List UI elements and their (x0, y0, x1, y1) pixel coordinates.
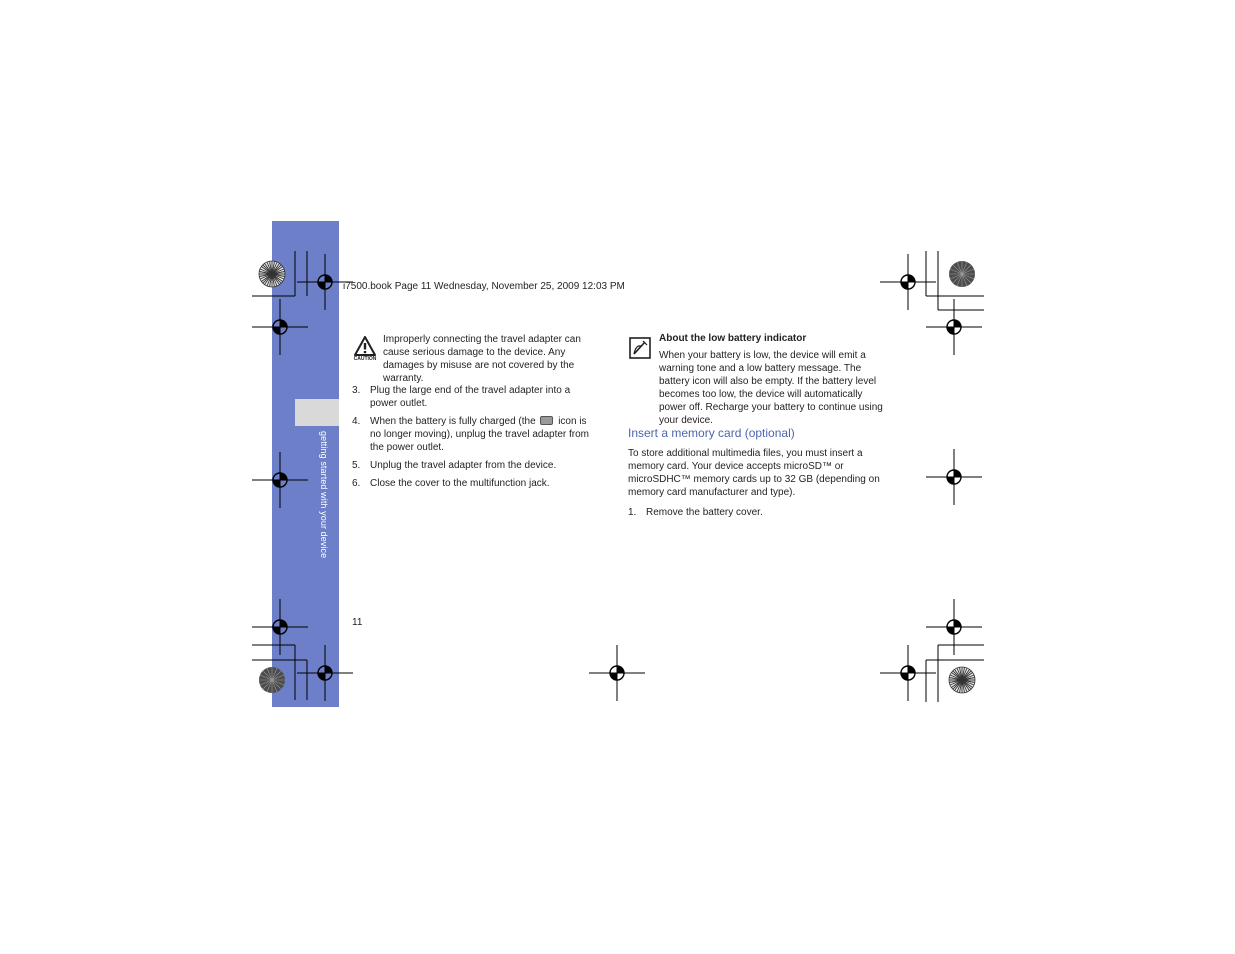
note-title: About the low battery indicator (659, 333, 807, 344)
list-item (628, 506, 878, 519)
step-number: 3. (352, 385, 361, 396)
step-text: When the battery is fully charged (the (370, 416, 539, 427)
section-heading: Insert a memory card (optional) (628, 426, 795, 440)
caution-text: Improperly connecting the travel adapter can cause serious damage to the device. Any damages by misuse are not covered by the warranty. (383, 334, 581, 384)
step-text: Plug the large end of the travel adapter into a power outlet. (370, 385, 571, 409)
caution-icon-label: CAUTION (353, 356, 377, 362)
list-item (352, 415, 602, 454)
step-number: 4. (352, 416, 361, 427)
step-text: Close the cover to the multifunction jack. (370, 478, 550, 489)
step-number: 1. (628, 507, 637, 518)
page-number: 11 (352, 617, 363, 628)
list-item (352, 477, 602, 490)
step-text: Remove the battery cover. (646, 507, 763, 518)
book-file-info: i7500.book Page 11 Wednesday, November 25, 2009 12:03 PM (343, 281, 625, 292)
step-number: 6. (352, 478, 361, 489)
step-number: 5. (352, 460, 361, 471)
list-item (352, 384, 602, 410)
caution-icon (352, 336, 378, 364)
sidebar-section-label: getting started with your device (319, 431, 329, 559)
note-text: When your battery is low, the device will emit a warning tone and a low battery message. The battery icon will also be empty. If the battery level becomes too low, the device will automatically power off. Recharge your battery to continue using your device. (659, 350, 883, 426)
section-body: To store additional multimedia files, you must insert a memory card. Your device accepts microSD™ or microSDHC™ memory cards up to 32 GB (depending on memory card manufacturer and type). (628, 448, 880, 498)
note-icon (629, 337, 651, 359)
battery-icon (540, 416, 553, 425)
list-item (352, 459, 602, 472)
step-text: icon is no longer moving), unplug the travel adapter from the power outlet. (370, 416, 590, 453)
step-text: Unplug the travel adapter from the device. (370, 460, 557, 471)
